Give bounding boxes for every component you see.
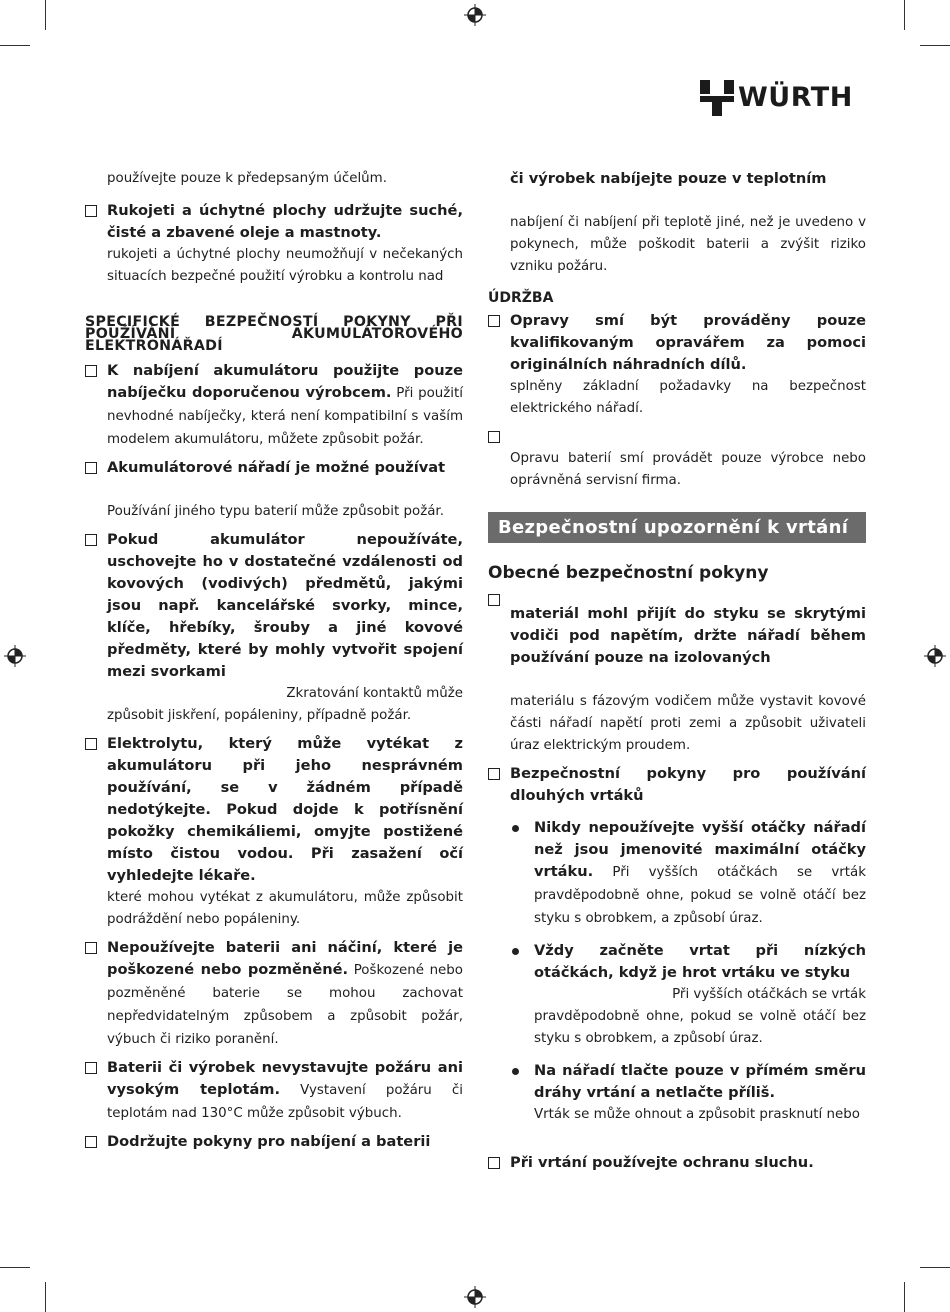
item-bold: Pokud akumulátor nepoužíváte, uschovejte ho v dostatečné vzdálenosti od kovových (vodivých) předmětů, jakými jsou např. kancelářské svorky, mince, klíče, hřebíky, šrouby a jiné kovové předměty, které by mohly vytvořit spojení mezi svorkami [107,531,463,680]
item-bold: Při vrtání používejte ochranu sluchu. [510,1154,814,1171]
list-item [85,457,463,523]
bullet-item [488,817,866,930]
checkbox-bullet-icon [488,768,500,780]
checkbox-bullet-icon [488,1157,500,1169]
item-text: rukojeti a úchytné plochy neumožňují v nečekaných situacích bezpečné použití výrobku a kontrolu nad [107,247,463,284]
intro-text: používejte pouze k předepsaným účelům. [107,171,387,186]
checkbox-bullet-icon [85,462,97,474]
item-bold: Bezpečnostní pokyny pro používání dlouhých vrtáků [510,765,866,804]
list-item [488,763,866,807]
item-text: pravděpodobně ohne, pokud se volně otáčí bez styku s obrobkem, a způsobí úraz. [534,1009,866,1046]
item-bold: Elektrolytu, který může vytékat z akumulátoru při jeho nesprávném používání, se v žádném případě nedotýkejte. Pokud dojde k potřísnění pokožky chemikáliemi, omyjte postižené místo čistou vodou. Při zasažení očí vyhledejte lékaře. [107,735,463,884]
item-bold: K nabíjení akumulátoru použijte pouze nabíječku doporučenou výrobcem. [107,362,463,401]
item-bold: Dodržujte pokyny pro nabíjení a baterii [107,1133,431,1150]
item-bold: Na nářadí tlačte pouze v přímém směru dráhy vrtání a netlačte příliš. [534,1062,866,1101]
maintenance-heading: ÚDRŽBA [488,290,554,306]
bullet-item [488,940,866,1050]
intro-bold: či výrobek nabíjejte pouze v teplotním [510,170,827,187]
left-column [85,168,463,1153]
list-item [488,310,866,420]
registration-mark-icon [924,645,946,667]
item-bold: Vždy začněte vrtat při nízkých otáčkách, když je hrot vrtáku ve styku [534,942,866,981]
checkbox-bullet-icon [85,534,97,546]
wurth-emblem-icon [700,80,734,116]
item-bold: Rukojeti a úchytné plochy udržujte suché, čisté a zbavené oleje a mastnoty. [107,202,463,241]
crop-mark [45,1282,46,1312]
checkbox-bullet-icon [85,365,97,377]
item-text: způsobit jiskření, popáleniny, případně požár. [107,708,412,723]
crop-mark [920,45,950,46]
list-item [85,733,463,931]
checkbox-bullet-icon [85,1136,97,1148]
registration-mark-icon [464,1286,486,1308]
item-text: Vrták se může ohnout a způsobit prasknutí nebo [534,1107,860,1122]
list-item [85,937,463,1051]
list-item [85,529,463,727]
wurth-logo [700,78,870,118]
intro-text: nabíjení či nabíjení při teplotě jiné, než je uvedeno v pokynech, může poškodit baterii a zvýšit riziko vzniku požáru. [510,215,866,274]
item-bold: materiál mohl přijít do styku se skrytými vodiči pod napětím, držte nářadí během používání pouze na izolovaných [510,605,866,666]
list-item [85,200,463,288]
list-item [85,1057,463,1125]
list-item [488,426,866,492]
checkbox-bullet-icon [85,205,97,217]
right-column [488,168,866,1174]
item-text: Používání jiného typu baterií může způsobit požár. [107,504,444,519]
checkbox-bullet-icon [85,942,97,954]
list-item [488,589,866,757]
checkbox-bullet-icon [488,594,500,606]
bullet-dot-icon [512,948,519,955]
item-text: Vystavení požáru či teplotám nad 130°C může způsobit výbuch. [107,1083,463,1121]
bullet-item [488,1060,866,1126]
crop-mark [904,1282,905,1312]
item-bold: Akumulátorové nářadí je možné používat [107,459,446,476]
item-bold: Baterii či výrobek nevystavujte požáru ani vysokým teplotám. [107,1059,463,1098]
brand-name: WÜRTH [738,82,853,113]
bullet-dot-icon [512,825,519,832]
bullet-dot-icon [512,1068,519,1075]
crop-mark [0,45,30,46]
crop-mark [920,1267,950,1268]
registration-mark-icon [464,4,486,26]
item-text: splněny základní požadavky na bezpečnost elektrického nářadí. [510,379,866,416]
list-item [85,360,463,451]
item-text: materiálu s fázovým vodičem může vystavit kovové části nářadí napětí proti zemi a způsobit uživateli úraz elektrickým proudem. [510,694,866,753]
item-text: Opravu baterií smí provádět pouze výrobce nebo oprávněná servisní firma. [510,451,866,488]
checkbox-bullet-icon [85,1062,97,1074]
list-item [488,1152,866,1174]
list-item [85,1131,463,1153]
item-text: Při vyšších otáčkách se vrták [672,987,866,1002]
item-text: Zkratování kontaktů může [286,686,463,701]
checkbox-bullet-icon [85,738,97,750]
crop-mark [45,0,46,30]
item-text: Při vyšších otáčkách se vrták pravděpodobně ohne, pokud se volně otáčí bez styku s obrobkem, a způsobí úraz. [534,865,866,926]
item-text: Při použití nevhodné nabíječky, která není kompatibilní s vaším modelem akumulátoru, můžete způsobit požár. [107,386,464,447]
general-heading: Obecné bezpečnostní pokyny [488,563,769,583]
section-banner: Bezpečnostní upozornění k vrtání [488,512,866,543]
item-bold: Nepoužívejte baterii ani náčiní, které je poškozené nebo pozměněné. [107,939,463,978]
item-text: které mohou vytékat z akumulátoru, může způsobit podráždění nebo popáleniny. [107,890,463,927]
checkbox-bullet-icon [488,315,500,327]
crop-mark [0,1267,30,1268]
item-bold: Nikdy nepoužívejte vyšší otáčky nářadí než jsou jmenovité maximální otáčky vrtáku. [534,819,866,880]
item-bold: Opravy smí být prováděny pouze kvalifikovaným opravářem za pomoci originálních náhradních dílů. [510,312,866,373]
item-text: Poškozené nebo pozměněné baterie se mohou zachovat nepředvidatelným způsobem a způsobit požár, výbuch či riziko poranění. [107,963,463,1047]
registration-mark-icon [4,645,26,667]
section-heading: SPECIFICKÉ BEZPEČNOSTÍ POKYNY PŘI POUŽÍVÁNÍ AKUMULÁTOROVÉHO ELEKTRONÁŘADÍ [85,314,463,354]
checkbox-bullet-icon [488,431,500,443]
crop-mark [904,0,905,30]
